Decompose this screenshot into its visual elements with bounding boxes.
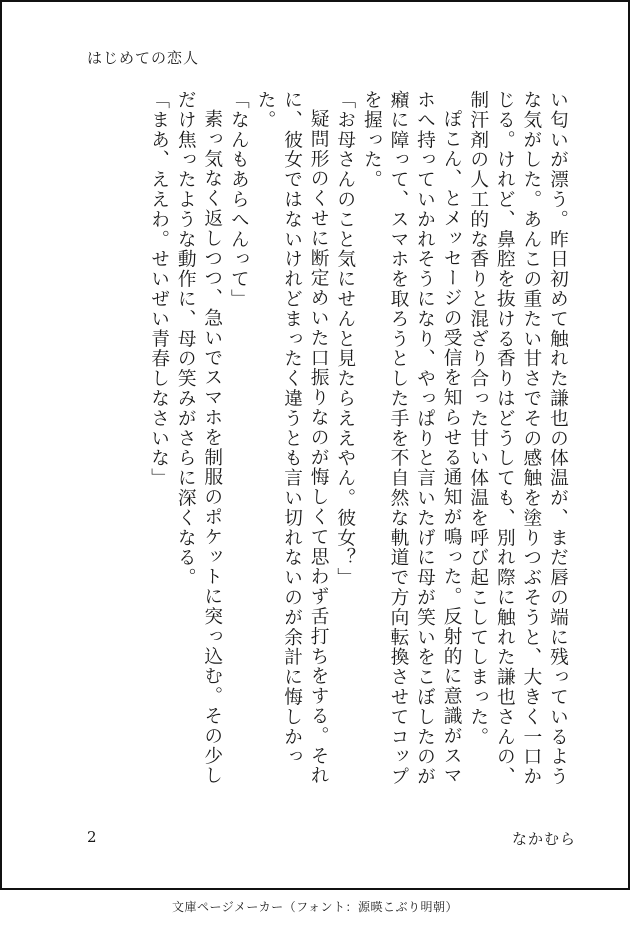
paragraph: 素っ気なく返しつつ、急いでスマホを制服のポケットに突っ込む。その少しだけ焦ったような動作に、母の笑みがさらに深くなる。: [174, 90, 223, 786]
paragraph: ぽこん、とメッセージの受信を知らせる通知が鳴った。反射的に意識がスマホへ持っていかれそうになり、やっぱりと言いたげに母が笑いをこぼしたのが癪に障って、スマホを取ろうとした手を不自然な軌道で方向転換させてコップを握った。: [360, 90, 462, 787]
dialogue-line: 「なんもあらへんって」: [227, 90, 249, 309]
generator-caption: 文庫ページメーカー（フォント：源暎こぶり明朝）: [171, 900, 459, 914]
book-title: はじめての恋人: [87, 49, 200, 67]
paragraph: 疑問形のくせに断定めいた口振りなのが悔しくて思わず舌打ちをする。それに、彼女ではないけれどまったく違うとも言い切れないのが余計に悔しかった。: [254, 90, 329, 786]
dialogue-line: 「お母さんのこと気にせんと見たらええやん。彼女？」: [334, 90, 356, 588]
dialogue-line: 「まあ、ええわ。せいぜい青春しなさいな」: [148, 90, 170, 488]
page-number: 2: [87, 828, 97, 846]
author-name: なかむら: [511, 830, 576, 848]
paragraph: い匂いが漂う。昨日初めて触れた謙也の体温が、まだ唇の端に残っているような気がした。あんこの重たい甘さでその感触を塗りつぶそうと、大きく一口かじる。けれど、鼻腔を抜ける香りはどうしても、別れ際に触れた謙也さんの、制汗剤の人工的な香りと混ざり合った甘い体温を呼び起こしてしまった。: [467, 90, 568, 787]
body-text: [62, 90, 570, 790]
